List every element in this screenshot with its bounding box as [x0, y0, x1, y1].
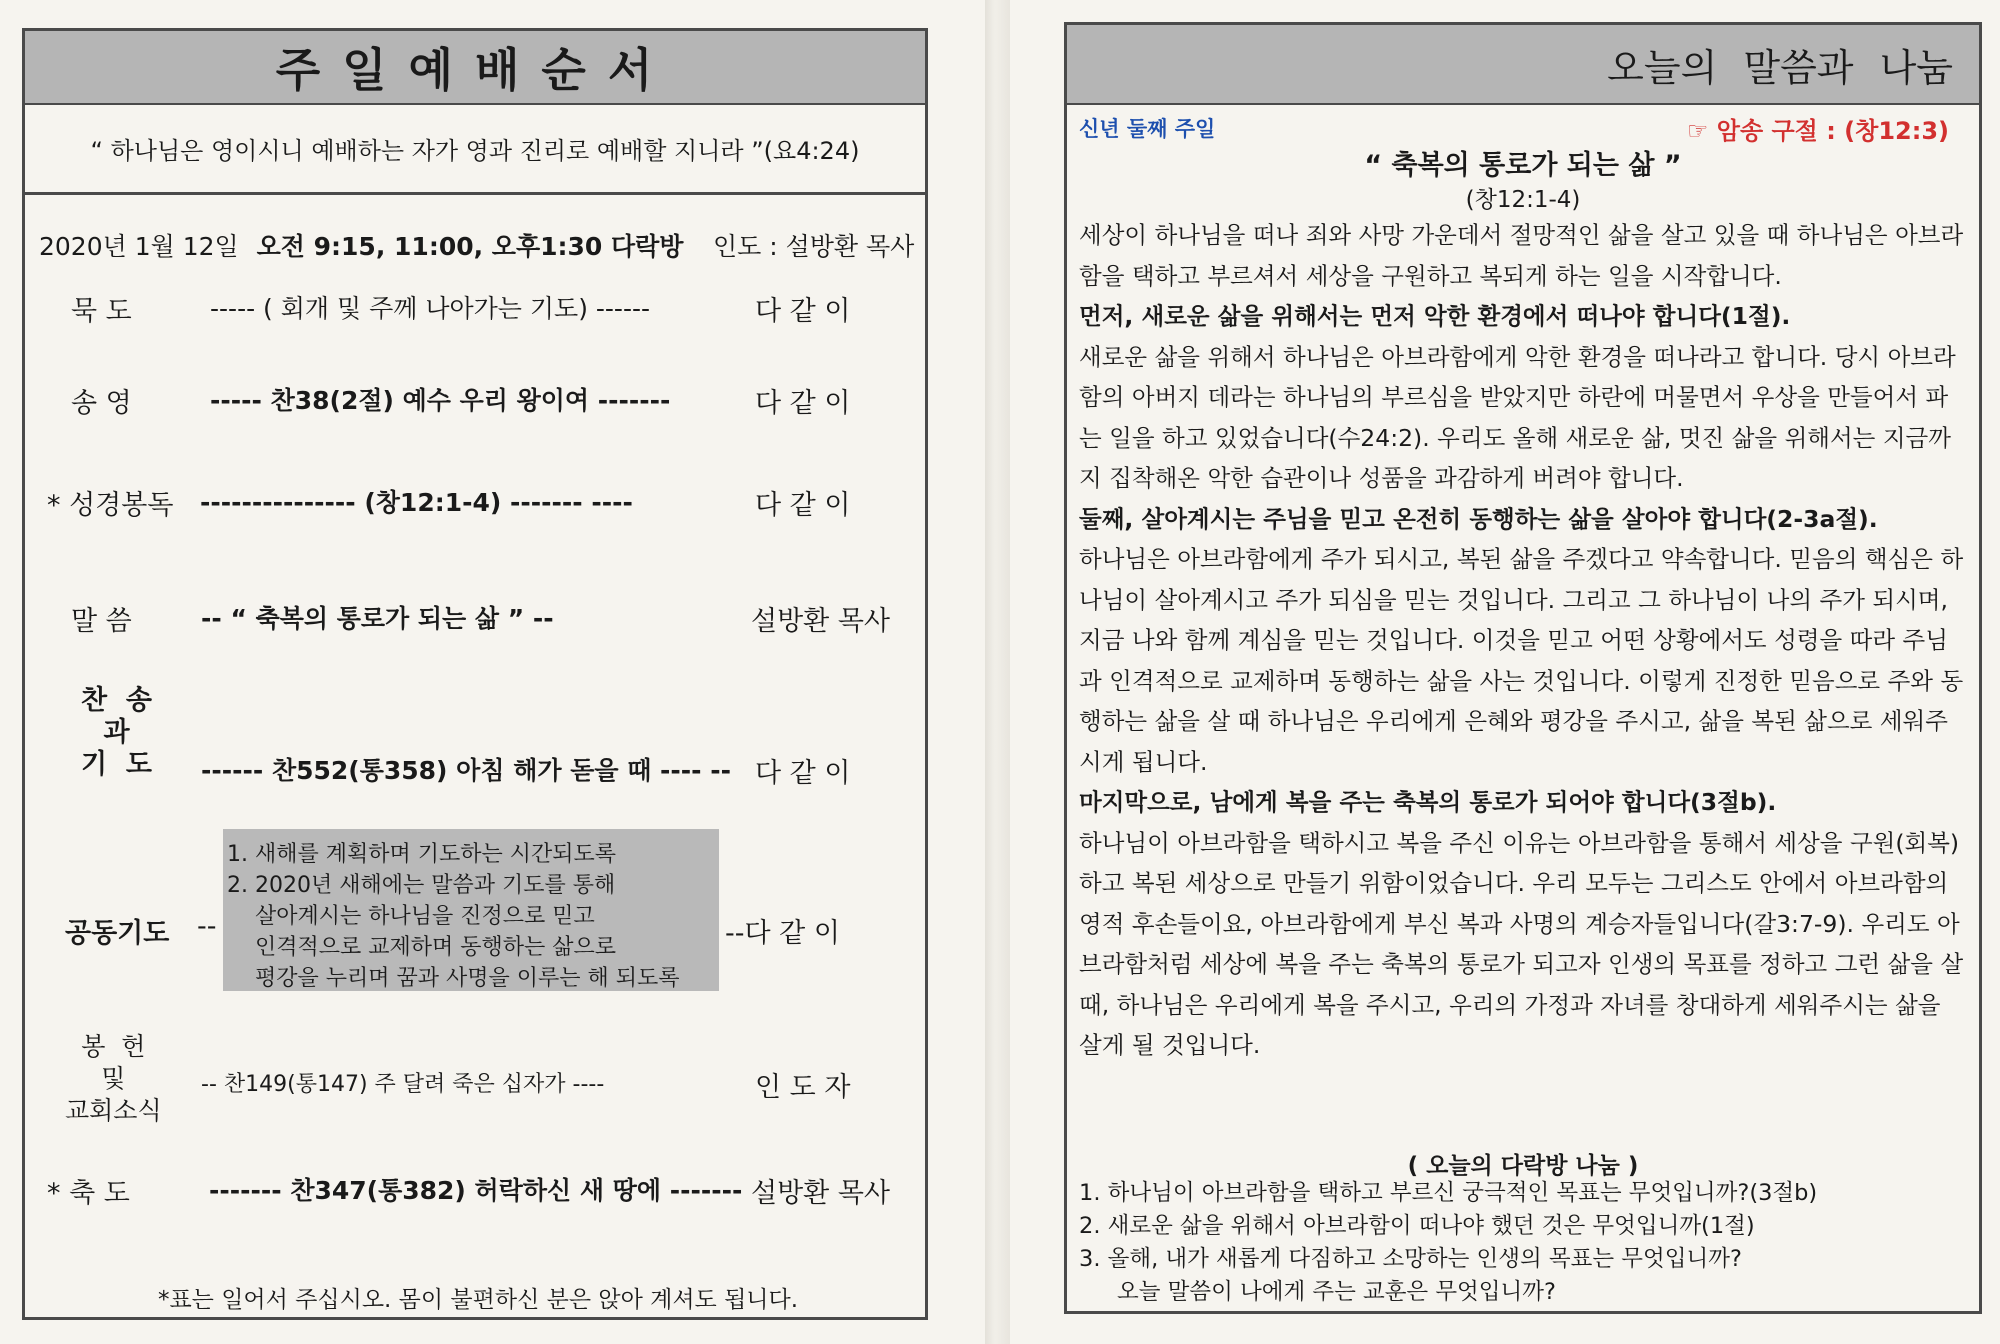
order-performer: 인 도 자 — [755, 1072, 851, 1103]
worship-order-frame — [22, 28, 928, 1320]
discussion-question: 1. 하나님이 아브라함을 택하고 부르신 궁극적인 목표는 무엇입니까?(3절b) — [1079, 1180, 1818, 1206]
order-content: --------------- (창12:1-4) ------- ---- — [200, 488, 633, 517]
order-content: ----- ( 회개 및 주께 나아가는 기도) ------ — [210, 294, 651, 323]
standing-note: *표는 일어서 주십시오. 몸이 불편하신 분은 앉아 계셔도 됩니다. — [157, 1287, 799, 1313]
sermon-body — [1079, 215, 1969, 1066]
sermon-point: 둘째, 살아계시는 주님을 믿고 온전히 동행하는 삶을 살아야 합니다(2-3a절). — [1079, 504, 1878, 533]
order-performer: 설방환 목사 — [751, 1178, 890, 1209]
order-label: 공동기도 — [65, 918, 170, 949]
order-label: 송 영 — [71, 388, 132, 419]
discussion-question: 오늘 말씀이 나에게 주는 교훈은 무엇입니까? — [1117, 1279, 1556, 1305]
order-content: -- — [197, 911, 217, 942]
order-content: ------ 찬552(통358) 아침 해가 돋을 때 ---- -- — [201, 756, 732, 785]
order-performer: 다 같 이 — [755, 490, 851, 521]
sermon-point: 마지막으로, 남에게 복을 주는 축복의 통로가 되어야 합니다(3절b). — [1079, 788, 1777, 816]
order-label: 찬 송 과 기 도 — [81, 685, 152, 780]
sermon-reference: (창12:1-4) — [1465, 187, 1581, 213]
order-content: ----- 찬38(2절) 예수 우리 왕이여 ------- — [210, 386, 671, 415]
sermon-paragraph: 새로운 삶을 위해서 하나님은 아브라함에게 악한 환경을 떠나라고 합니다. 당시 아브라함의 아버지 데라는 하나님의 부르심을 받았지만 하란에 머물면서 우상을 만들어서 파는 일을 하고 있었습니다(수24:2). 우리도 올해 새로운 삶, 멋진 삶을 위해서는 지금까지 집착해온 악한 습관이나 성품을 과감하게 버려야 합니다. — [1079, 342, 1956, 492]
discussion-question: 2. 새로운 삶을 위해서 아브라함이 떠나야 했던 것은 무엇입니까(1절) — [1079, 1213, 1755, 1239]
discussion-question: 3. 올해, 내가 새롭게 다짐하고 소망하는 인생의 목표는 무엇입니까? — [1079, 1246, 1742, 1272]
week-label: 신년 둘째 주일 — [1079, 117, 1216, 141]
sermon-section-title: 오늘의 말씀과 나눔 — [1067, 25, 1979, 105]
discussion-questions — [1079, 1177, 1969, 1309]
sermon-paragraph: 하나님이 아브라함을 택하시고 복을 주신 이유는 아브라함을 통해서 세상을 구원(회복)하고 복된 세상으로 만들기 위함이었습니다. 우리 모두는 그리스도 안에서 아브라함의 영적 후손들이요, 아브라함에게 부신 복과 사명의 계승자들입니다(갈3:7-9). 우리도 아브라함처럼 세상에 복을 주는 축복의 통로가 되고자 인생의 목표를 정하고 그런 삶을 살 때, 하나님은 우리에게 복을 주시고, 우리의 가정과 자녀를 창대하게 세워주시는 삶을 살게 될 것입니다. — [1079, 828, 1964, 1059]
right-page — [1010, 0, 2000, 1344]
memory-verse: ☞ 암송 구절 : (창12:3) — [1686, 117, 1949, 145]
order-content: ------- 찬347(통382) 허락하신 새 땅에 ------- — [209, 1176, 743, 1205]
page-fold — [985, 0, 1010, 1344]
prayer-topic: 2. 2020년 새해에는 말씀과 기도를 통해 — [227, 873, 616, 898]
sermon-title: “ 축복의 통로가 되는 삶 ” — [1364, 150, 1682, 181]
order-content: -- “ 축복의 통로가 되는 삶 ” -- — [201, 604, 554, 633]
order-performer: --다 같 이 — [725, 918, 840, 949]
service-leader: 인도 : 설방환 목사 — [713, 232, 915, 261]
service-date-line — [39, 227, 683, 263]
prayer-topic: 1. 새해를 계획하며 기도하는 시간되도록 — [227, 842, 616, 867]
left-page — [0, 0, 985, 1344]
sermon-paragraph: 하나님은 아브라함에게 주가 되시고, 복된 삶을 주겠다고 약속합니다. 믿음의 핵심은 하나님이 살아계시고 주가 되심을 믿는 것입니다. 그리고 그 하나님이 나의 주가 되시며, 지금 나와 함께 계심을 믿는 것입니다. 이것을 믿고 어떤 상황에서도 성령을 따라 주님과 인격적으로 교제하며 동행하는 삶을 사는 것입니다. 이렇게 진정한 믿음으로 주와 동행하는 삶을 살 때 하나님은 우리에게 은혜와 평강을 주시고, 삶을 복된 삶으로 세워주시게 됩니다. — [1079, 545, 1964, 776]
prayer-topics-box — [223, 829, 719, 991]
order-performer: 설방환 목사 — [751, 606, 890, 637]
worship-order-title: 주일예배순서 — [25, 31, 925, 105]
sermon-point: 먼저, 새로운 삶을 위해서는 먼저 악한 환경에서 떠나야 합니다(1절). — [1079, 302, 1791, 330]
order-label: 말 씀 — [71, 606, 132, 637]
discussion-title: ( 오늘의 다락방 나눔 ) — [1407, 1153, 1639, 1179]
prayer-topic: 인격적으로 교제하며 동행하는 삶으로 — [227, 935, 616, 960]
order-label: * 성경봉독 — [47, 490, 174, 521]
order-performer: 다 같 이 — [755, 758, 851, 789]
order-content: -- 찬149(통147) 주 달려 죽은 십자가 ---- — [201, 1072, 605, 1097]
service-times: 오전 9:15, 11:00, 오후1:30 다락방 — [256, 232, 684, 261]
order-label: 봉 헌 및 교회소식 — [65, 1032, 162, 1125]
order-label: * 축 도 — [47, 1178, 130, 1209]
sermon-frame — [1064, 22, 1982, 1314]
order-performer: 다 같 이 — [755, 388, 851, 419]
service-date: 2020년 1월 12일 — [39, 232, 239, 261]
prayer-topic: 평강을 누리며 꿈과 사명을 이루는 해 되도록 — [227, 966, 680, 991]
prayer-topic: 살아계시는 하나님을 진정으로 믿고 — [227, 904, 595, 929]
order-label: 묵 도 — [71, 296, 132, 327]
theme-verse: “ 하나님은 영이시니 예배하는 자가 영과 진리로 예배할 지니라 ”(요4:24) — [25, 105, 925, 195]
sermon-paragraph: 세상이 하나님을 떠나 죄와 사망 가운데서 절망적인 삶을 살고 있을 때 하나님은 아브라함을 택하고 부르셔서 세상을 구원하고 복되게 하는 일을 시작합니다. — [1079, 221, 1964, 290]
order-performer: 다 같 이 — [755, 296, 851, 327]
